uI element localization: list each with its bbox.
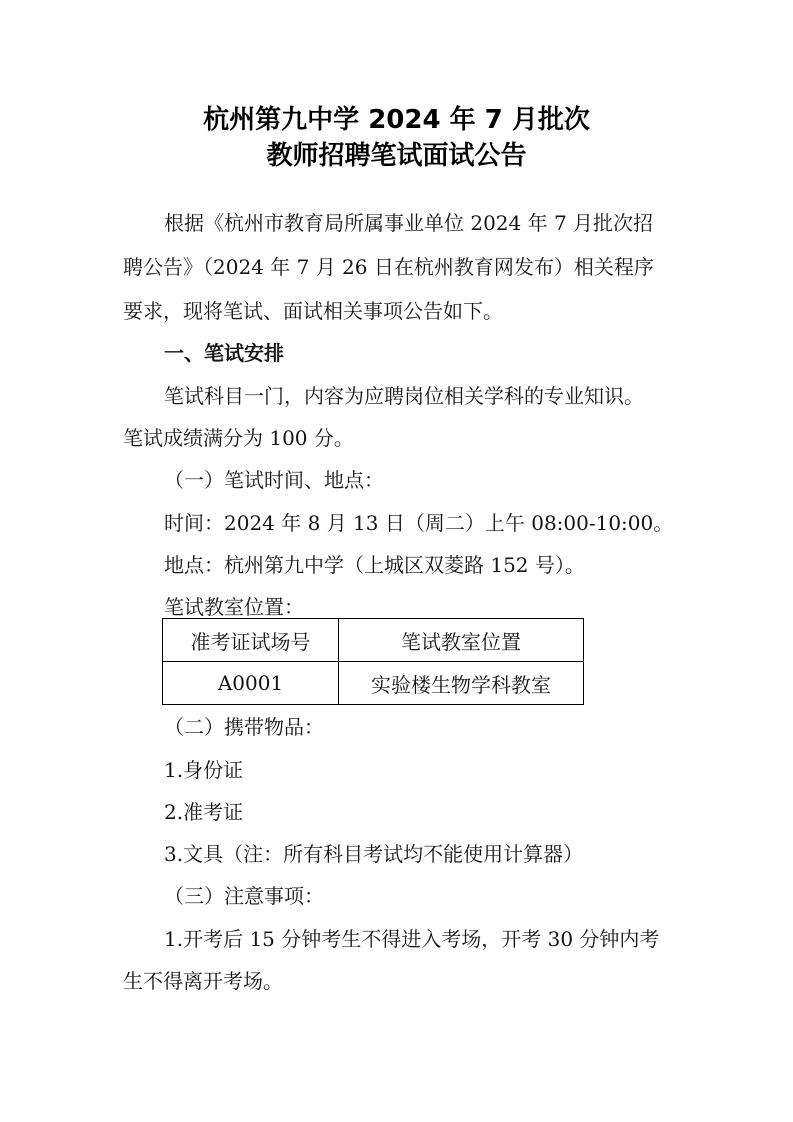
subsection-2-heading: （二）携带物品：	[164, 715, 324, 739]
table-header-cell: 准考证试场号	[163, 619, 339, 662]
document-title-line-1: 杭州第九中学 2024 年 7 月批次	[203, 105, 590, 135]
exam-place-line: 地点：杭州第九中学（上城区双菱路 152 号）。	[164, 553, 585, 577]
section-1-heading: 一、笔试安排	[164, 341, 284, 365]
exam-time-line: 时间：2024 年 8 月 13 日（周二）上午 08:00-10:00。	[164, 511, 674, 535]
list-item: 2.准考证	[164, 800, 244, 824]
classroom-table	[162, 618, 584, 705]
exam-description-line-2: 笔试成绩满分为 100 分。	[123, 426, 354, 450]
subsection-3-heading: （三）注意事项：	[164, 884, 324, 908]
table-cell: 实验楼生物学科教室	[339, 662, 584, 705]
table-cell: A0001	[163, 662, 339, 705]
exam-description-line-1: 笔试科目一门，内容为应聘岗位相关学科的专业知识。	[164, 384, 644, 408]
intro-line-1: 根据《杭州市教育局所属事业单位 2024 年 7 月批次招	[164, 211, 654, 235]
classroom-label: 笔试教室位置：	[164, 595, 304, 619]
document-title-line-2: 教师招聘笔试面试公告	[266, 141, 527, 171]
subsection-1-heading: （一）笔试时间、地点：	[164, 468, 384, 492]
note-line-2: 生不得离开考场。	[123, 969, 283, 993]
table-header-row	[163, 619, 584, 662]
table-row	[163, 662, 584, 705]
intro-line-3: 要求，现将笔试、面试相关事项公告如下。	[123, 299, 503, 323]
intro-line-2: 聘公告》（2024 年 7 月 26 日在杭州教育网发布）相关程序	[123, 255, 654, 279]
list-item: 1.身份证	[164, 758, 244, 782]
table-header-cell: 笔试教室位置	[339, 619, 584, 662]
note-line-1: 1.开考后 15 分钟考生不得进入考场，开考 30 分钟内考	[164, 927, 660, 951]
list-item: 3.文具（注：所有科目考试均不能使用计算器）	[164, 842, 584, 866]
